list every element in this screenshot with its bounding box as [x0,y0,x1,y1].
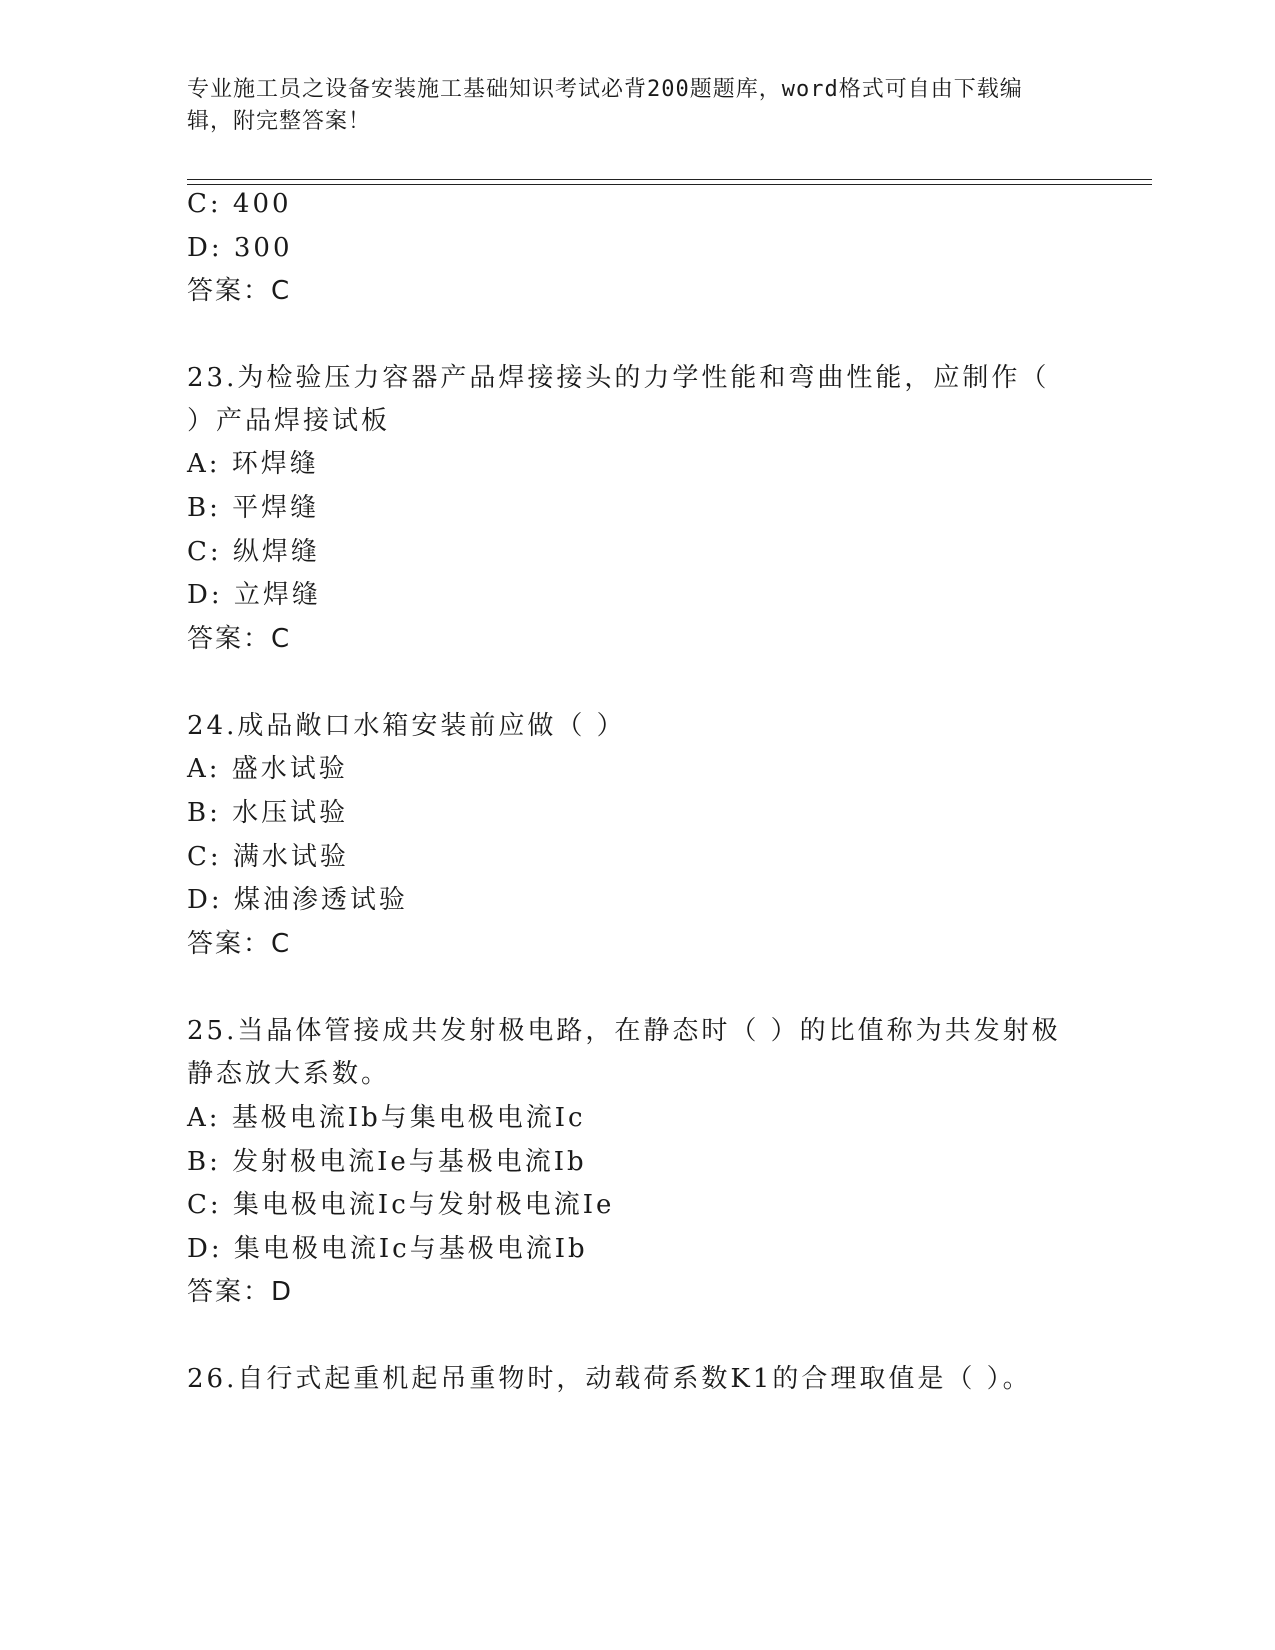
q23-question-line2: ）产品焊接试板 [187,406,391,436]
q23-option-c: C: 纵焊缝 [187,537,320,567]
q24-option-b: B: 水压试验 [187,798,349,828]
q22-option-d: D: 300 [187,233,293,263]
q24-option-c: C: 满水试验 [187,842,349,872]
q25-option-d: D: 集电极电流Ic与基极电流Ib [187,1234,588,1264]
q24-option-a: A: 盛水试验 [187,754,348,784]
q25-question-line1: 25.当晶体管接成共发射极电路，在静态时（ ）的比值称为共发射极 [187,1016,1061,1046]
q23-option-b: B: 平焊缝 [187,493,320,523]
q24-answer: 答案：C [187,929,292,959]
q25-answer: 答案：D [187,1277,294,1307]
q23-option-a: A: 环焊缝 [187,449,319,479]
q24-question: 24.成品敞口水箱安装前应做（ ） [187,711,626,741]
q25-option-a: A: 基极电流Ib与集电极电流Ic [187,1103,586,1133]
header-divider-bottom [187,184,1152,185]
document-header: 专业施工员之设备安装施工基础知识考试必背200题题库，word格式可自由下载编辑，附完整答案！ [187,77,1023,134]
q22-option-c: C: 400 [187,189,292,219]
q23-option-d: D: 立焊缝 [187,580,321,610]
q24-option-d: D: 煤油渗透试验 [187,885,408,915]
q23-question-line1: 23.为检验压力容器产品焊接接头的力学性能和弯曲性能，应制作（ [187,363,1050,393]
q25-option-c: C: 集电极电流Ic与发射极电流Ie [187,1190,615,1220]
q26-question: 26.自行式起重机起吊重物时，动载荷系数K1的合理取值是（ ）。 [187,1364,1032,1394]
q22-answer: 答案：C [187,276,292,306]
q23-answer: 答案：C [187,624,292,654]
q25-question-line2: 静态放大系数。 [187,1059,391,1089]
q25-option-b: B: 发射极电流Ie与基极电流Ib [187,1147,587,1177]
header-divider-top [187,179,1152,180]
